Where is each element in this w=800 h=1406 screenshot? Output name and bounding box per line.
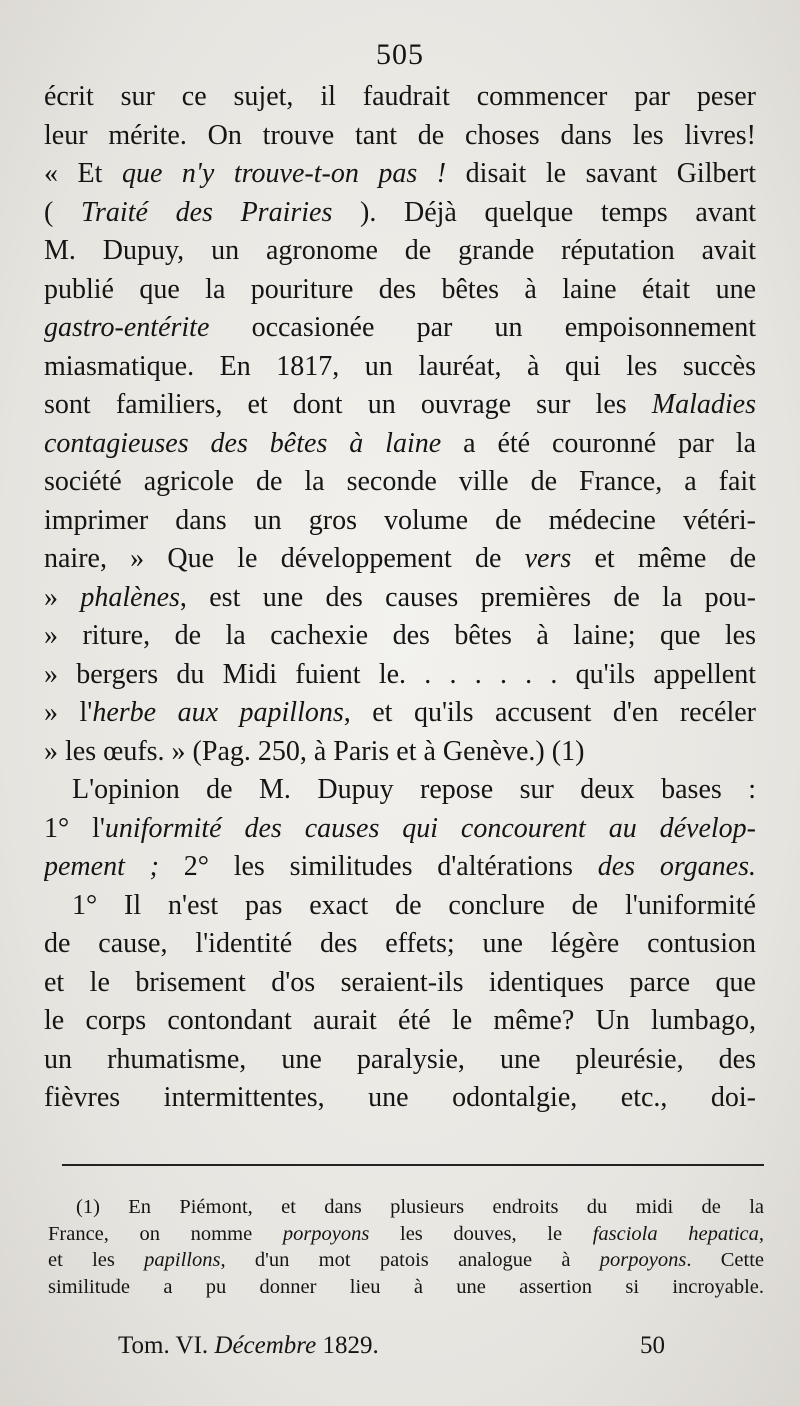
footnote-line — [48, 1247, 764, 1274]
text-line — [44, 1041, 756, 1080]
text-line — [44, 271, 756, 310]
text-segment: sont familiers, et dont un ouvrage sur les — [44, 389, 652, 420]
text-segment: 1° l' — [44, 812, 105, 844]
text-segment: miasmatique. En 1817, un lauréat, à qui les succès — [44, 350, 756, 382]
footnote-line — [48, 1194, 764, 1221]
text-segment: naire, » Que le développement de — [44, 543, 525, 574]
italic-text: que n'y trouve-t-on pas ! — [121, 158, 447, 189]
text-line — [44, 463, 756, 502]
text-segment: , et qu'ils accusent d'en recéler — [343, 697, 756, 728]
text-segment: fièvres intermittentes, une odontalgie, etc., doi- — [44, 1082, 756, 1113]
text-segment: un rhumatisme, une paralysie, une pleurésie, des — [44, 1043, 756, 1075]
signature-month: Décembre — [214, 1332, 317, 1359]
text-segment: . Cette — [686, 1249, 764, 1271]
italic-text: papillons — [144, 1249, 221, 1271]
italic-text: pement ; — [44, 851, 159, 882]
italic-text: phalènes — [80, 581, 180, 613]
text-line — [44, 1002, 756, 1041]
text-segment: » l' — [44, 697, 93, 728]
text-line — [44, 1079, 756, 1118]
footnote-line — [48, 1221, 764, 1248]
text-segment: imprimer dans un gros volume de médecine vétéri- — [44, 504, 756, 536]
text-line — [44, 194, 756, 233]
italic-text: Traité des Prairies — [81, 196, 333, 228]
text-segment: (1) En Piémont, et dans plusieurs endroits du midi de la — [76, 1196, 764, 1218]
body-text — [44, 78, 756, 1118]
text-line — [44, 117, 756, 156]
text-segment: France, on nomme — [48, 1222, 283, 1245]
italic-text: herbe aux papillons — [92, 697, 344, 728]
text-segment: a été couronné par la — [441, 427, 756, 459]
page-number: 505 — [376, 38, 424, 71]
text-line — [44, 502, 756, 541]
text-segment: occasionée par un empoisonnement — [209, 312, 756, 343]
footnotes — [48, 1194, 764, 1300]
signature-sheet-number: 50 — [640, 1332, 665, 1359]
text-segment: » riture, de la cachexie des bêtes à laine; que les — [44, 620, 756, 651]
text-segment: et le brisement d'os seraient-ils identiques parce que — [44, 966, 756, 998]
italic-text: fasciola hepatica — [592, 1222, 759, 1245]
text-segment: et les — [48, 1249, 145, 1271]
text-line — [44, 386, 756, 425]
text-segment: ). Déjà quelque temps avant — [332, 196, 756, 228]
italic-text: contagieuses des bêtes à laine — [44, 427, 442, 459]
text-line — [44, 540, 756, 579]
text-line — [44, 617, 756, 656]
footnote-rule — [62, 1164, 764, 1166]
text-segment: , est une des causes premières de la pou- — [179, 581, 756, 613]
text-segment: » bergers du Midi fuient le. . . . . . . qu'ils appellent — [44, 658, 756, 690]
text-segment: disait le savant Gilbert — [446, 158, 756, 189]
italic-text: des organes. — [597, 851, 756, 882]
text-line — [44, 232, 756, 271]
text-line — [44, 810, 756, 849]
text-line — [44, 656, 756, 695]
text-line — [44, 848, 756, 887]
italic-text: Maladies — [651, 389, 756, 420]
text-segment: , d'un mot patois analogue à — [220, 1249, 600, 1271]
italic-text: gastro-entérite — [44, 312, 210, 343]
text-segment: publié que la pouriture des bêtes à laine était une — [44, 273, 756, 305]
text-line — [44, 771, 756, 810]
text-segment: 1° Il n'est pas exact de conclure de l'uniformité — [72, 889, 756, 921]
text-line — [44, 887, 756, 926]
text-line — [44, 964, 756, 1003]
text-segment: les douves, le — [369, 1222, 593, 1245]
text-line — [44, 925, 756, 964]
text-segment: et même de — [571, 543, 756, 574]
printer-signature — [118, 1332, 688, 1360]
text-line — [44, 348, 756, 387]
text-line — [44, 425, 756, 464]
text-segment: écrit sur ce sujet, il faudrait commencer par peser — [44, 81, 756, 112]
text-segment: » — [44, 581, 81, 613]
text-line — [44, 579, 756, 618]
text-segment: société agricole de la seconde ville de France, a fait — [44, 466, 756, 497]
italic-text: uniformité des causes qui concourent au dévelop- — [104, 812, 756, 844]
footnote-line — [48, 1274, 764, 1301]
italic-text: porpoyons — [599, 1249, 687, 1271]
text-segment: 2° les similitudes d'altérations — [158, 851, 598, 882]
text-segment: M. Dupuy, un agronome de grande réputation avait — [44, 235, 756, 266]
text-segment: de cause, l'identité des effets; une légère contusion — [44, 928, 756, 959]
text-segment: L'opinion de M. Dupuy repose sur deux bases : — [72, 774, 756, 805]
text-line — [44, 694, 756, 733]
text-segment: , — [758, 1222, 764, 1245]
text-segment: « Et — [44, 158, 122, 189]
text-segment: ( — [44, 196, 81, 228]
text-line — [44, 155, 756, 194]
signature-year: 1829. — [322, 1332, 379, 1359]
text-segment: leur mérite. On trouve tant de choses dans les livres! — [44, 119, 756, 151]
text-segment: le corps contondant aurait été le même? Un lumbago, — [44, 1005, 756, 1036]
signature-volume: Tom. VI. — [118, 1332, 209, 1359]
italic-text: vers — [524, 543, 572, 574]
text-line — [44, 78, 756, 117]
text-line — [44, 309, 756, 348]
text-segment: similitude a pu donner lieu à une assertion si incroyable. — [48, 1275, 764, 1298]
text-segment: » les œufs. » (Pag. 250, à Paris et à Genève.) (1) — [44, 735, 585, 767]
text-line — [44, 733, 756, 772]
italic-text: porpoyons — [282, 1222, 370, 1245]
